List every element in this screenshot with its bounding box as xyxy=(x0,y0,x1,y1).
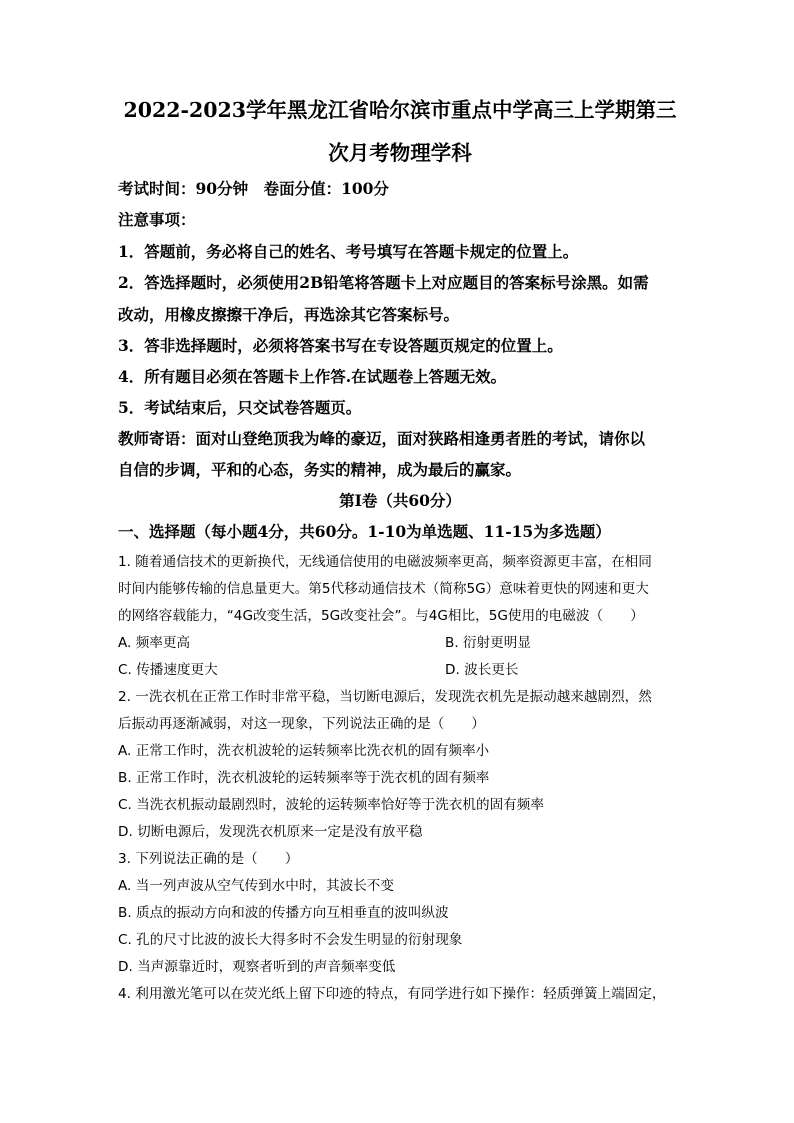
question-1-option-c: C. 传播速度更大 xyxy=(118,662,218,678)
question-2-stem: 2. 一洗衣机在正常工作时非常平稳，当切断电源后，发现洗衣机先是振动越来越剧烈，然 xyxy=(118,689,652,705)
question-2-stem: 后振动再逐渐减弱，对这一现象，下列说法正确的是（ ） xyxy=(118,716,486,732)
question-3-option-b: B. 质点的振动方向和波的传播方向互相垂直的波叫纵波 xyxy=(118,905,449,921)
note-item: 3．答非选择题时，必须将答案书写在专设答题页规定的位置上。 xyxy=(118,336,563,355)
question-4-stem: 4. 利用激光笔可以在荧光纸上留下印迹的特点，有同学进行如下操作：轻质弹簧上端固定， xyxy=(118,986,666,1002)
exam-info: 考试时间：90分钟 卷面分值：100分 xyxy=(118,179,389,198)
question-3-stem: 3. 下列说法正确的是（ ） xyxy=(118,851,299,867)
question-2-option-d: D. 切断电源后，发现洗衣机原来一定是没有放平稳 xyxy=(118,824,423,840)
teacher-message-line: 教师寄语：面对山登绝顶我为峰的豪迈，面对狭路相逢勇者胜的考试，请你以 xyxy=(118,429,646,448)
question-2-option-a: A. 正常工作时，洗衣机波轮的运转频率比洗衣机的固有频率小 xyxy=(118,743,490,759)
note-item: 2．答选择题时，必须使用2B铅笔将答题卡上对应题目的答案标号涂黑。如需 xyxy=(118,273,649,292)
document-title-line-1: 2022-2023学年黑龙江省哈尔滨市重点中学高三上学期第三 xyxy=(123,98,677,122)
note-item: 5．考试结束后，只交试卷答题页。 xyxy=(118,398,362,417)
question-2-option-c: C. 当洗衣机振动最剧烈时，波轮的运转频率恰好等于洗衣机的固有频率 xyxy=(118,797,544,813)
question-3-option-d: D. 当声源靠近时，观察者听到的声音频率变低 xyxy=(118,959,396,975)
question-2-option-b: B. 正常工作时，洗衣机波轮的运转频率等于洗衣机的固有频率 xyxy=(118,770,490,786)
question-3-option-c: C. 孔的尺寸比波的波长大得多时不会发生明显的衍射现象 xyxy=(118,932,463,948)
question-1-stem: 的网络容载能力，“4G改变生活，5G改变社会”。与4G相比，5G使用的电磁波（ ） xyxy=(118,608,644,624)
question-1-option-b: B. 衍射更明显 xyxy=(445,635,531,651)
question-1-option-a: A. 频率更高 xyxy=(118,635,191,651)
question-1-stem: 1. 随着通信技术的更新换代，无线通信使用的电磁波频率更高，频率资源更丰富，在相同 xyxy=(118,554,652,570)
notes-heading: 注意事项： xyxy=(118,210,196,229)
note-item: 1．答题前，务必将自己的姓名、考号填写在答题卡规定的位置上。 xyxy=(118,242,579,261)
section-instructions: 一、选择题（每小题4分，共60分。1-10为单选题、11-15为多选题） xyxy=(118,522,611,541)
question-1-stem: 时间内能够传输的信息量更大。第5代移动通信技术（简称5G）意味着更快的网速和更大 xyxy=(118,581,649,597)
question-1-option-d: D. 波长更长 xyxy=(445,662,519,678)
document-title-line-2: 次月考物理学科 xyxy=(328,141,472,165)
question-3-option-a: A. 当一列声波从空气传到水中时，其波长不变 xyxy=(118,878,394,894)
section-title: 第I卷（共60分） xyxy=(339,491,461,510)
teacher-message-line: 自信的步调，平和的心态，务实的精神，成为最后的赢家。 xyxy=(118,460,522,479)
note-item: 改动，用橡皮擦擦干净后，再选涂其它答案标号。 xyxy=(118,305,460,324)
note-item: 4．所有题目必须在答题卡上作答.在试题卷上答题无效。 xyxy=(118,367,507,386)
